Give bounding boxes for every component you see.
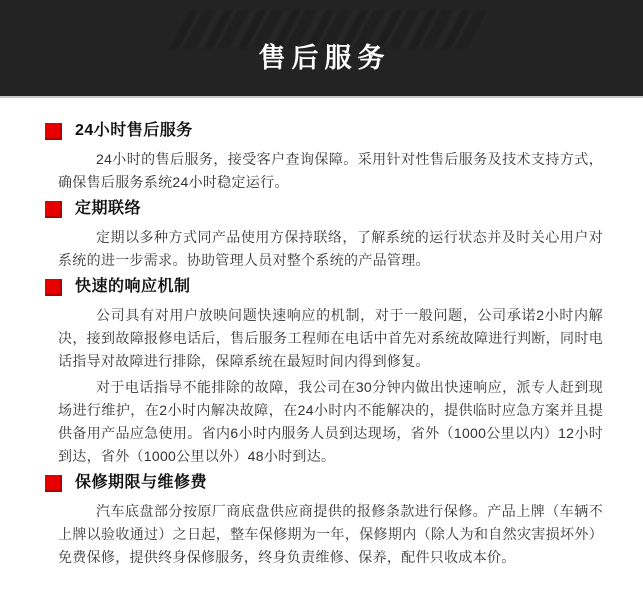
section-header [45,474,603,492]
page-title: 售后服务 [258,43,391,73]
section-regular-contact [45,200,603,272]
section-heading: 快速的响应机制 [75,278,191,295]
section-body [45,500,603,569]
section-24h-service [45,122,603,194]
red-square-bullet-icon [45,279,62,296]
section-header [45,122,603,140]
content-area [0,98,643,569]
section-rapid-response [45,278,603,468]
paragraph: 对于电话指导不能排除的故障，我公司在30分钟内做出快速响应，派专人赶到现场进行维护，在2小时内解决故障，在24小时内不能解决的，提供临时应急方案并且提供备用产品应急使用。省内6小时内服务人员到达现场，省外（1000公里以内）12小时到达，省外（1000公里以外）48小时到达。 [58,379,603,464]
red-square-bullet-icon [45,201,62,218]
paragraph: 公司具有对用户放映问题快速响应的机制，对于一般问题，公司承诺2小时内解决，接到故障报修电话后，售后服务工程师在电话中首先对系统故障进行判断，同时电话指导对故障进行排除，保障系统在最短时间内得到修复。 [58,307,603,369]
paragraph: 定期以多种方式同产品使用方保持联络，了解系统的运行状态并及时关心用户对系统的进一步需求。协助管理人员对整个系统的产品管理。 [58,229,603,268]
red-square-bullet-icon [45,475,62,492]
header-banner [0,0,643,98]
section-heading: 定期联络 [75,200,142,217]
section-header [45,278,603,296]
section-warranty-fees [45,474,603,569]
section-body [45,304,603,468]
section-body [45,148,603,194]
red-square-bullet-icon [45,123,62,140]
paragraph: 24小时的售后服务，接受客户查询保障。采用针对性售后服务及技术支持方式，确保售后服务系统24小时稳定运行。 [58,151,603,190]
section-header [45,200,603,218]
section-heading: 保修期限与维修费 [75,474,208,491]
section-body [45,226,603,272]
section-heading: 24小时售后服务 [75,122,193,139]
paragraph: 汽车底盘部分按原厂商底盘供应商提供的报修条款进行保修。产品上牌（车辆不上牌以验收通过）之日起，整车保修期为一年，保修期内（除人为和自然灾害损坏外）免费保修，提供终身保修服务，终身负责维修、保养，配件只收成本价。 [58,503,603,565]
